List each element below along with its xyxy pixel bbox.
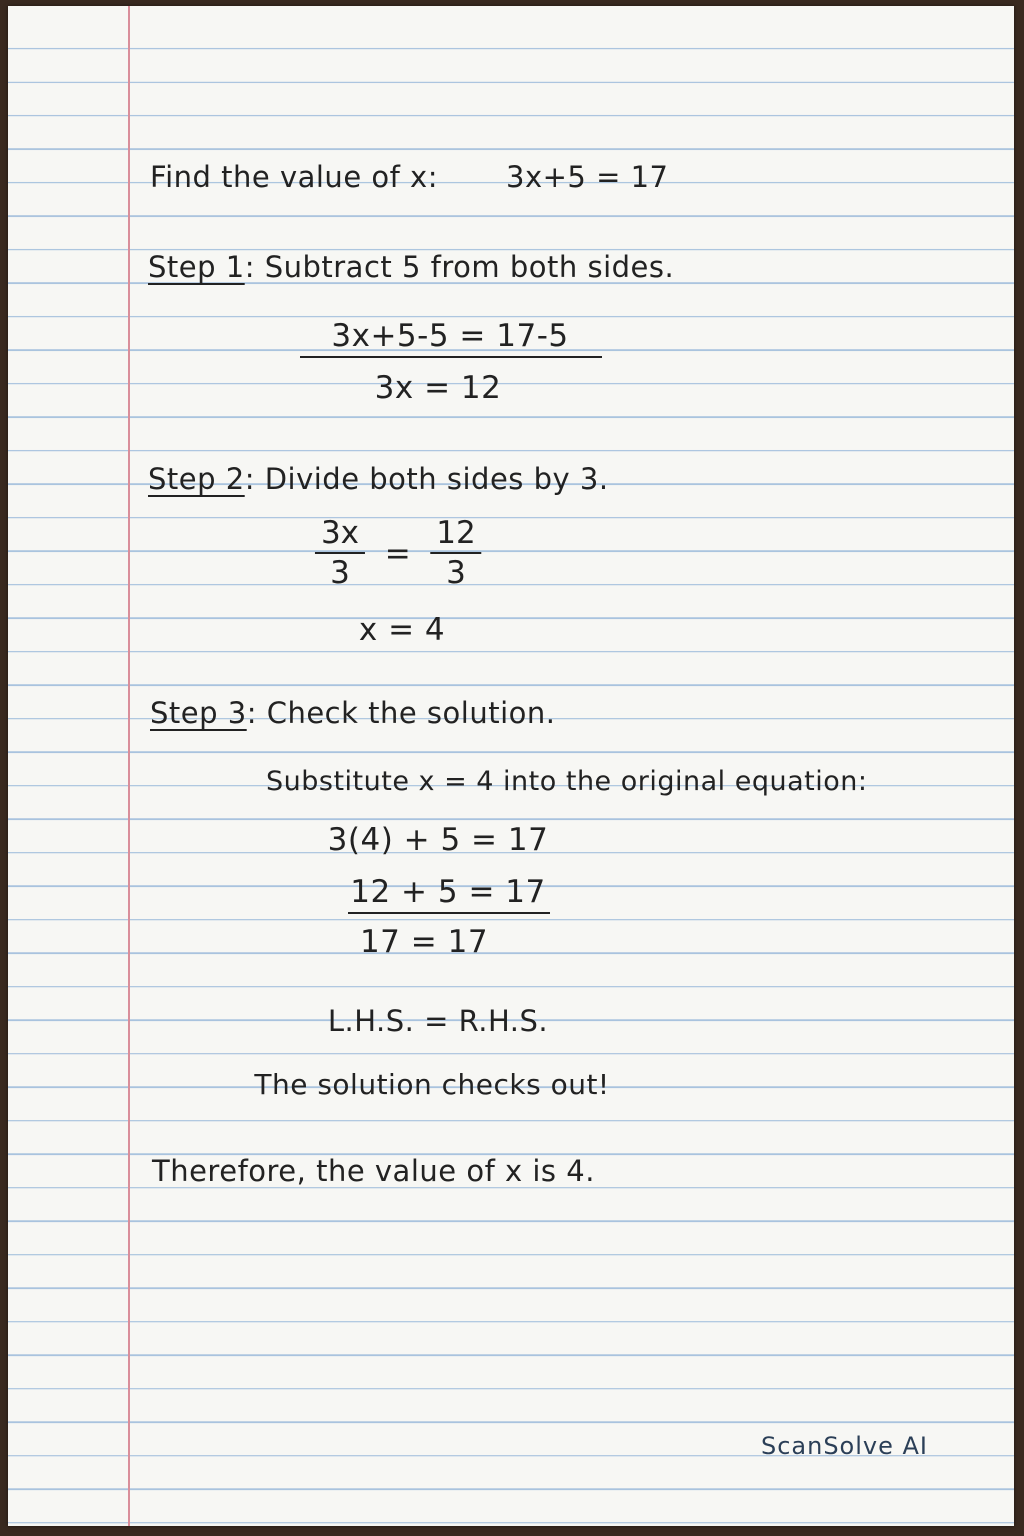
step3-checks: The solution checks out! (254, 1068, 610, 1101)
step1-line1: 3x+5-5 = 17-5 (331, 318, 569, 354)
step2-left-numerator: 3x (320, 515, 360, 551)
step1-rule (300, 356, 602, 358)
conclusion: Therefore, the value of x is 4. (152, 1154, 595, 1188)
step3-label: Step 3 (150, 696, 247, 730)
step2-equals: = (384, 536, 412, 572)
problem-prompt: Find the value of x: (150, 160, 438, 194)
step2-right-numerator: 12 (436, 515, 476, 551)
step2-result: x = 4 (358, 612, 446, 648)
step1-line2: 3x = 12 (374, 370, 502, 406)
step1-label: Step 1 (148, 250, 245, 284)
step1-heading (148, 250, 674, 284)
step2-right-denominator: 3 (446, 555, 466, 591)
step2-label: Step 2 (148, 462, 245, 496)
step2-left-fraction (315, 514, 365, 592)
step2-right-fraction (430, 514, 481, 592)
brand-logo: ScanSolve AI (760, 1432, 928, 1460)
step3-line2: 12 + 5 = 17 (350, 874, 546, 910)
step1-text: : Subtract 5 from both sides. (244, 250, 675, 284)
step3-lhs-rhs: L.H.S. = R.H.S. (327, 1004, 549, 1038)
step3-heading (150, 696, 556, 730)
step2-heading (148, 462, 609, 496)
step2-text: : Divide both sides by 3. (244, 462, 609, 496)
step3-rule (348, 912, 550, 914)
problem-equation: 3x+5 = 17 (506, 160, 669, 194)
step3-line3: 17 = 17 (359, 924, 489, 960)
step3-substitute: Substitute x = 4 into the original equation: (266, 766, 868, 797)
notebook-paper (8, 6, 1014, 1526)
step3-text: : Check the solution. (246, 696, 556, 730)
step3-line1: 3(4) + 5 = 17 (327, 822, 549, 858)
step2-left-denominator: 3 (330, 555, 350, 591)
margin-line (128, 6, 130, 1526)
